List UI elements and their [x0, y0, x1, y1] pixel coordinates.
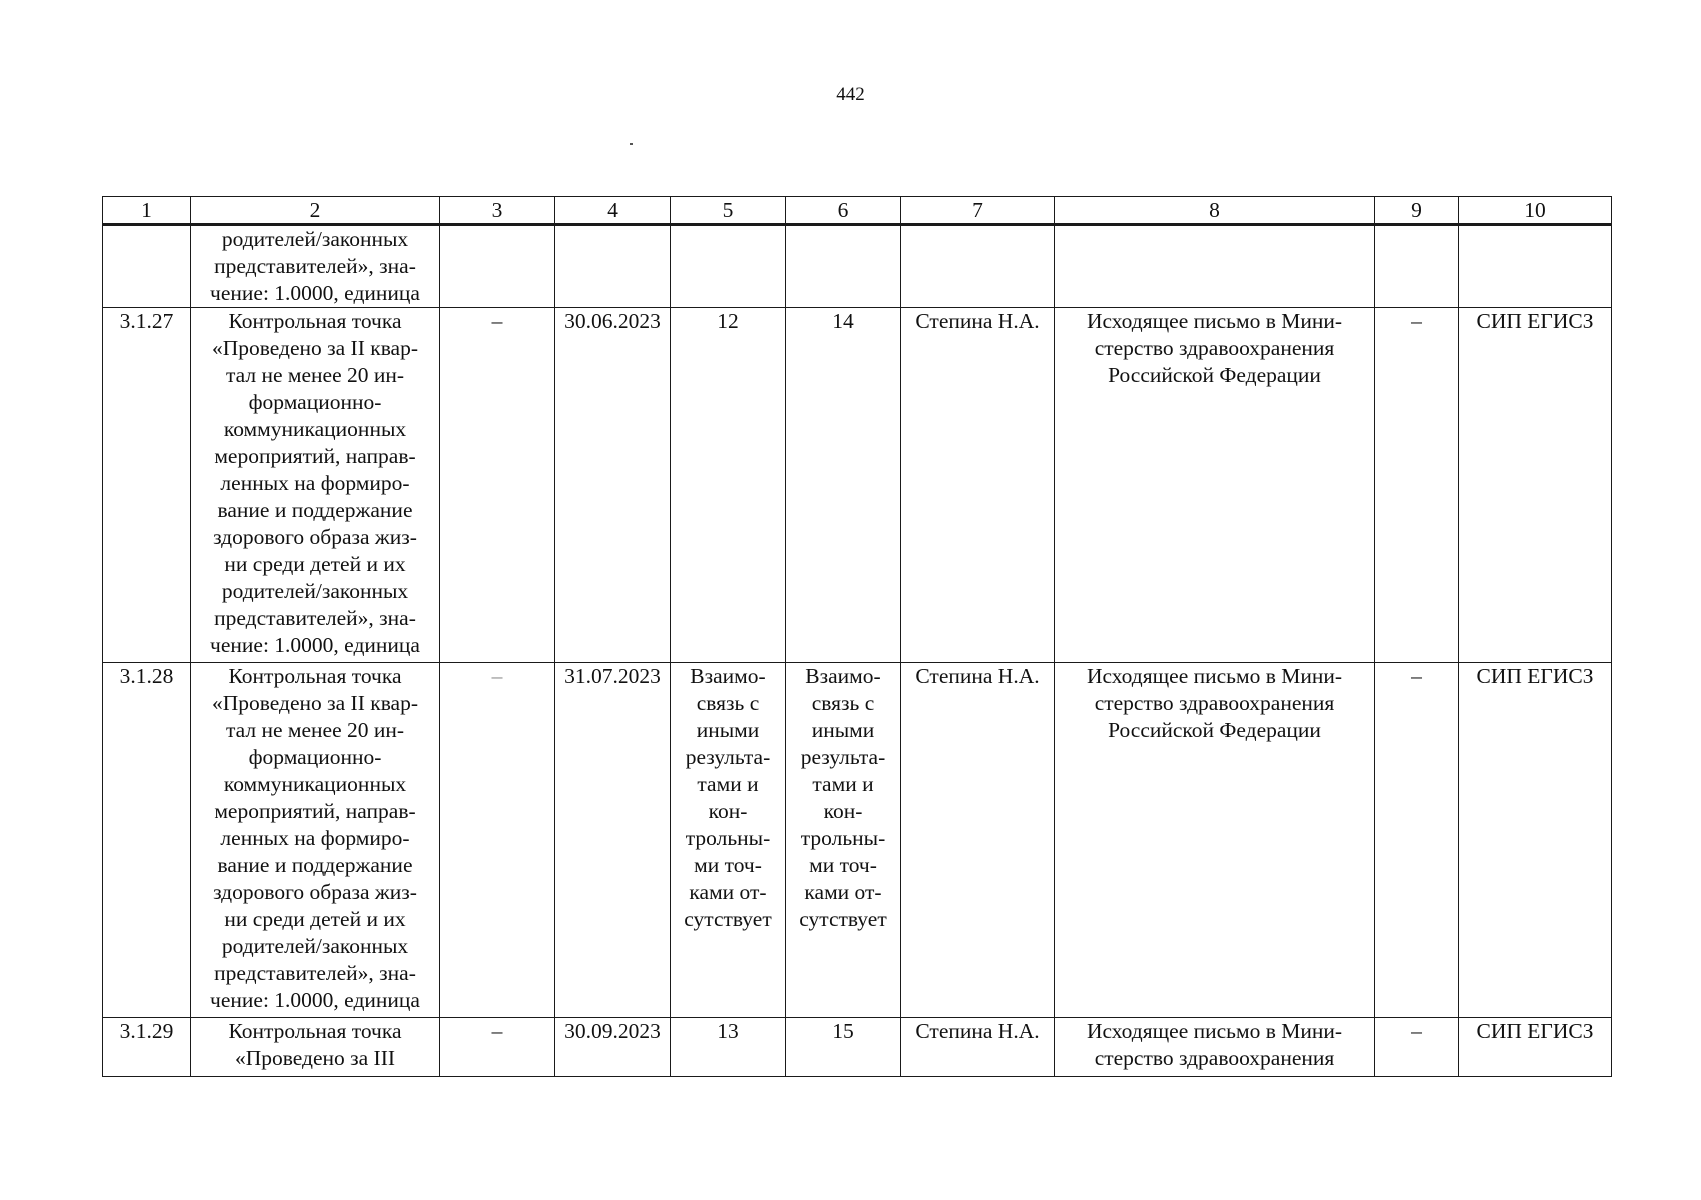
row-system: СИП ЕГИСЗ — [1459, 308, 1612, 663]
row-col3: – — [440, 308, 555, 663]
row-responsible: Степина Н.А. — [901, 663, 1055, 1018]
row-document: Исходящее письмо в Мини- стерство здравоохранения — [1055, 1018, 1375, 1077]
row-id: 3.1.28 — [103, 663, 191, 1018]
row-description: Контрольная точка «Проведено за II квар- тал не менее 20 ин- формационно- коммуникационных мероприятий, направ- ленных на формиро- вание и поддержание здорового образа жиз- ни среди детей и их родителей/законных представителей», зна- чение: 1.0000, единица — [191, 308, 440, 663]
row-col5: 13 — [671, 1018, 786, 1077]
row-col9: – — [1375, 663, 1459, 1018]
row-id — [103, 225, 191, 308]
row-responsible: Степина Н.А. — [901, 308, 1055, 663]
table-row — [103, 663, 1612, 1018]
row-col5: 12 — [671, 308, 786, 663]
row-description: родителей/законных представителей», зна- чение: 1.0000, единица — [191, 225, 440, 308]
header-col-3: 3 — [440, 197, 555, 225]
header-col-8: 8 — [1055, 197, 1375, 225]
scan-speck — [630, 143, 633, 145]
row-system — [1459, 225, 1612, 308]
row-id: 3.1.29 — [103, 1018, 191, 1077]
row-document — [1055, 225, 1375, 308]
row-description: Контрольная точка «Проведено за III — [191, 1018, 440, 1077]
table-header-row — [103, 197, 1612, 225]
row-responsible: Степина Н.А. — [901, 1018, 1055, 1077]
row-document: Исходящее письмо в Мини- стерство здравоохранения Российской Федерации — [1055, 308, 1375, 663]
header-col-6: 6 — [786, 197, 901, 225]
row-col3: – — [440, 663, 555, 1018]
row-responsible — [901, 225, 1055, 308]
row-system: СИП ЕГИСЗ — [1459, 663, 1612, 1018]
row-date: 30.06.2023 — [555, 308, 671, 663]
row-col6 — [786, 225, 901, 308]
row-col5: Взаимо- связь с иными результа- тами и кон- трольны- ми точ- ками от- сутствует — [671, 663, 786, 1018]
row-document: Исходящее письмо в Мини- стерство здравоохранения Российской Федерации — [1055, 663, 1375, 1018]
row-description: Контрольная точка «Проведено за II квар- тал не менее 20 ин- формационно- коммуникационных мероприятий, направ- ленных на формиро- вание и поддержание здорового образа жиз- ни среди детей и их родителей/законных представителей», зна- чение: 1.0000, единица — [191, 663, 440, 1018]
row-col5 — [671, 225, 786, 308]
header-col-7: 7 — [901, 197, 1055, 225]
row-col6: 14 — [786, 308, 901, 663]
row-date: 31.07.2023 — [555, 663, 671, 1018]
row-col9 — [1375, 225, 1459, 308]
row-col9: – — [1375, 308, 1459, 663]
table-row — [103, 308, 1612, 663]
row-col3 — [440, 225, 555, 308]
row-date: 30.09.2023 — [555, 1018, 671, 1077]
header-col-1: 1 — [103, 197, 191, 225]
header-col-2: 2 — [191, 197, 440, 225]
row-system: СИП ЕГИСЗ — [1459, 1018, 1612, 1077]
table-row — [103, 225, 1612, 308]
row-date — [555, 225, 671, 308]
row-col3: – — [440, 1018, 555, 1077]
row-id: 3.1.27 — [103, 308, 191, 663]
header-col-9: 9 — [1375, 197, 1459, 225]
table-row — [103, 1018, 1612, 1077]
header-col-10: 10 — [1459, 197, 1612, 225]
header-col-5: 5 — [671, 197, 786, 225]
row-col6: Взаимо- связь с иными результа- тами и кон- трольны- ми точ- ками от- сутствует — [786, 663, 901, 1018]
header-col-4: 4 — [555, 197, 671, 225]
row-col6: 15 — [786, 1018, 901, 1077]
row-col9: – — [1375, 1018, 1459, 1077]
document-table — [102, 196, 1612, 1077]
page-number: 442 — [836, 84, 865, 105]
